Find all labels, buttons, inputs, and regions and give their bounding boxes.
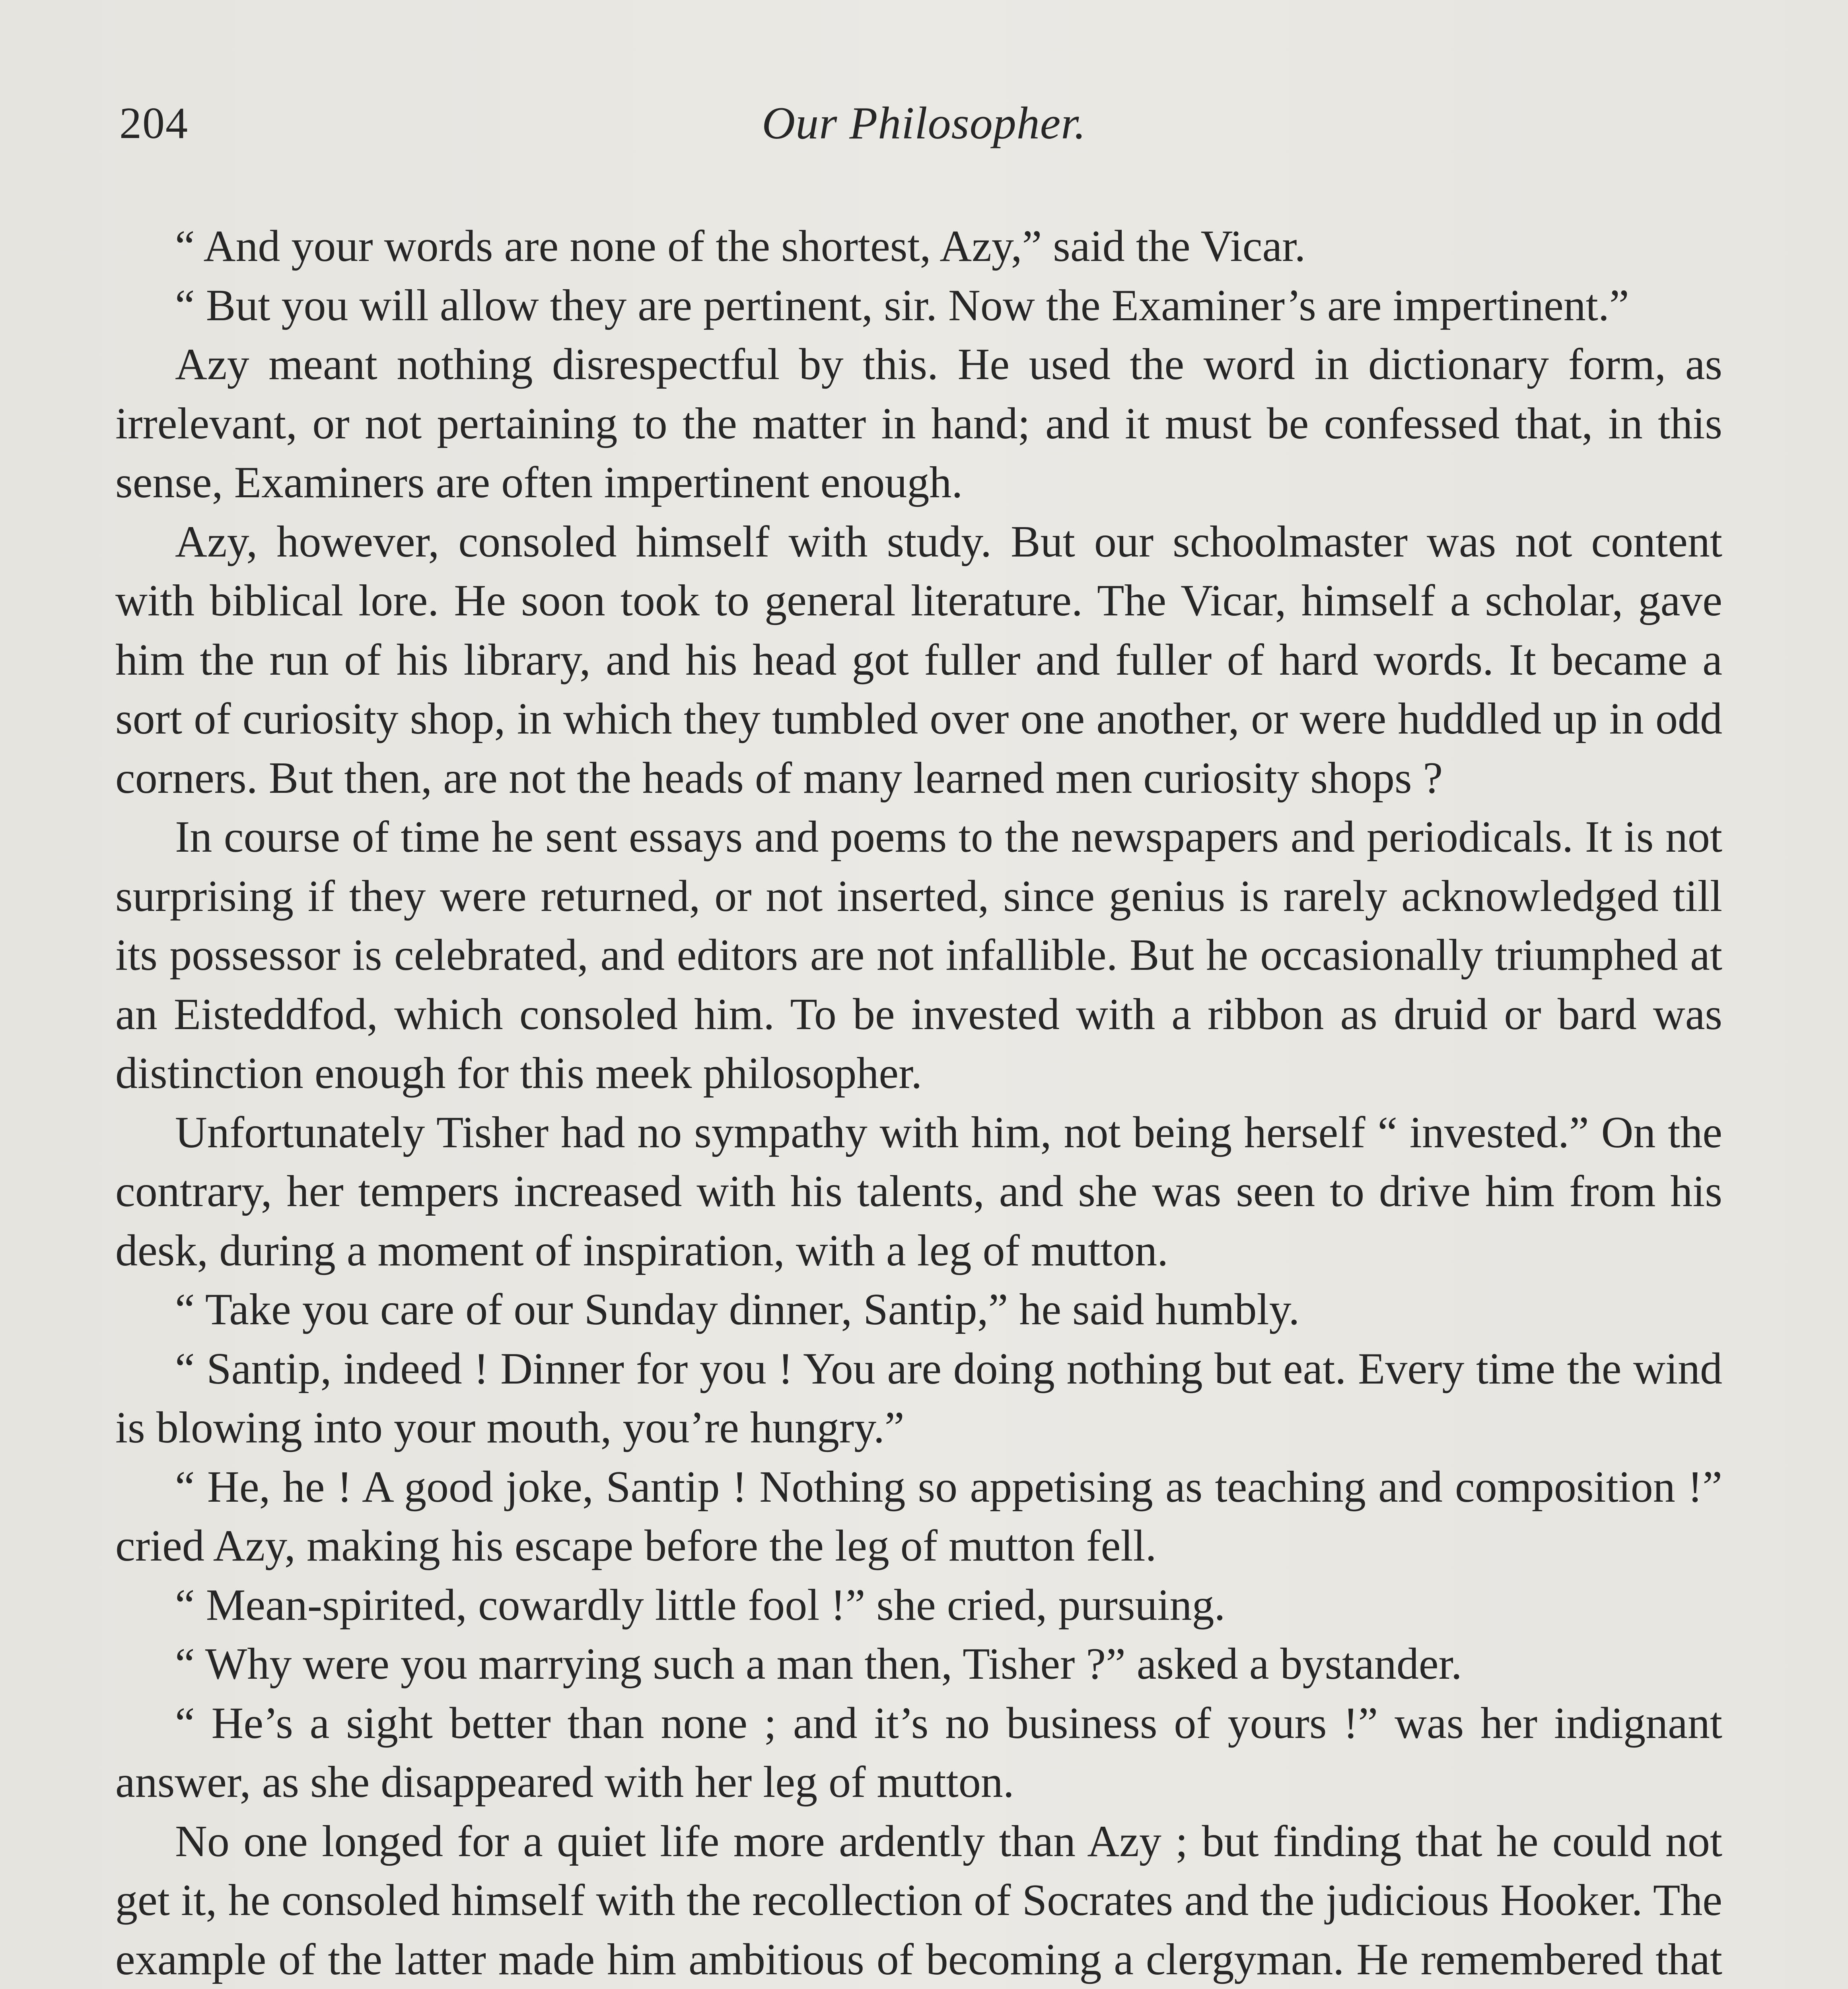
paragraph: Azy, however, consoled himself with study. But our schoolmaster was not content with biblical lore. He soon took to general literature. The Vicar, himself a scholar, gave him the run of his library, and his head got fuller and fuller of hard words. It became a sort of curiosity shop, in which they tumbled over one another, or were huddled up in odd corners. But then, are not the heads of many learned men curiosity shops ? [115, 517, 1722, 803]
paragraph: “ Take you care of our Sunday dinner, Santip,” he said humbly. [175, 1285, 1300, 1334]
paragraph: Azy meant nothing disrespectful by this. He used the word in dictionary form, as irrelevant, or not pertaining to the matter in hand; and it must be confessed that, in this sense, Examiners are often impertinent enough. [115, 340, 1722, 507]
paragraph: In course of time he sent essays and poems to the newspapers and periodicals. It is not surprising if they were returned, or not inserted, since genius is rarely acknowledged till its possessor is celebrated, and editors are not infallible. But he occasionally triumphed at an Eisteddfod, which consoled him. To be invested with a ribbon as druid or bard was distinction enough for this meek philosopher. [115, 812, 1722, 1098]
paragraph: “ He’s a sight better than none ; and it’s no business of yours !” was her indignant answer, as she disappeared with her leg of mutton. [115, 1698, 1722, 1807]
paragraph: Unfortunately Tisher had no sympathy with him, not being herself “ invested.” On the contrary, her tempers increased with his talents, and she was seen to drive him from his desk, during a moment of inspiration, with a leg of mutton. [115, 1107, 1722, 1275]
paragraph: “ But you will allow they are pertinent, sir. Now the Examiner’s are impertinent.” [175, 280, 1629, 330]
page-number: 204 [119, 99, 189, 148]
paragraph: “ And your words are none of the shortest, Azy,” said the Vicar. [175, 222, 1306, 271]
paragraph: “ Mean-spirited, cowardly little fool !” she cried, pursuing. [175, 1580, 1226, 1630]
page-header [119, 95, 1729, 151]
paragraph: “ Santip, indeed ! Dinner for you ! You are doing nothing but eat. Every time the wind is blowing into your mouth, you’re hungry.” [115, 1344, 1722, 1452]
body-text [115, 217, 1722, 1989]
running-title: Our Philosopher. [762, 98, 1086, 149]
paragraph: “ He, he ! A good joke, Santip ! Nothing so appetising as teaching and composition !” cried Azy, making his escape before the leg of mutton fell. [115, 1462, 1722, 1571]
paragraph: “ Why were you marrying such a man then, Tisher ?” asked a bystander. [175, 1639, 1462, 1689]
paragraph: No one longed for a quiet life more ardently than Azy ; but finding that he could not get it, he consoled himself with the recollection of Socrates and the judicious Hooker. The example of the latter made him ambitious of becoming a clergyman. He remembered that [115, 1816, 1722, 1984]
